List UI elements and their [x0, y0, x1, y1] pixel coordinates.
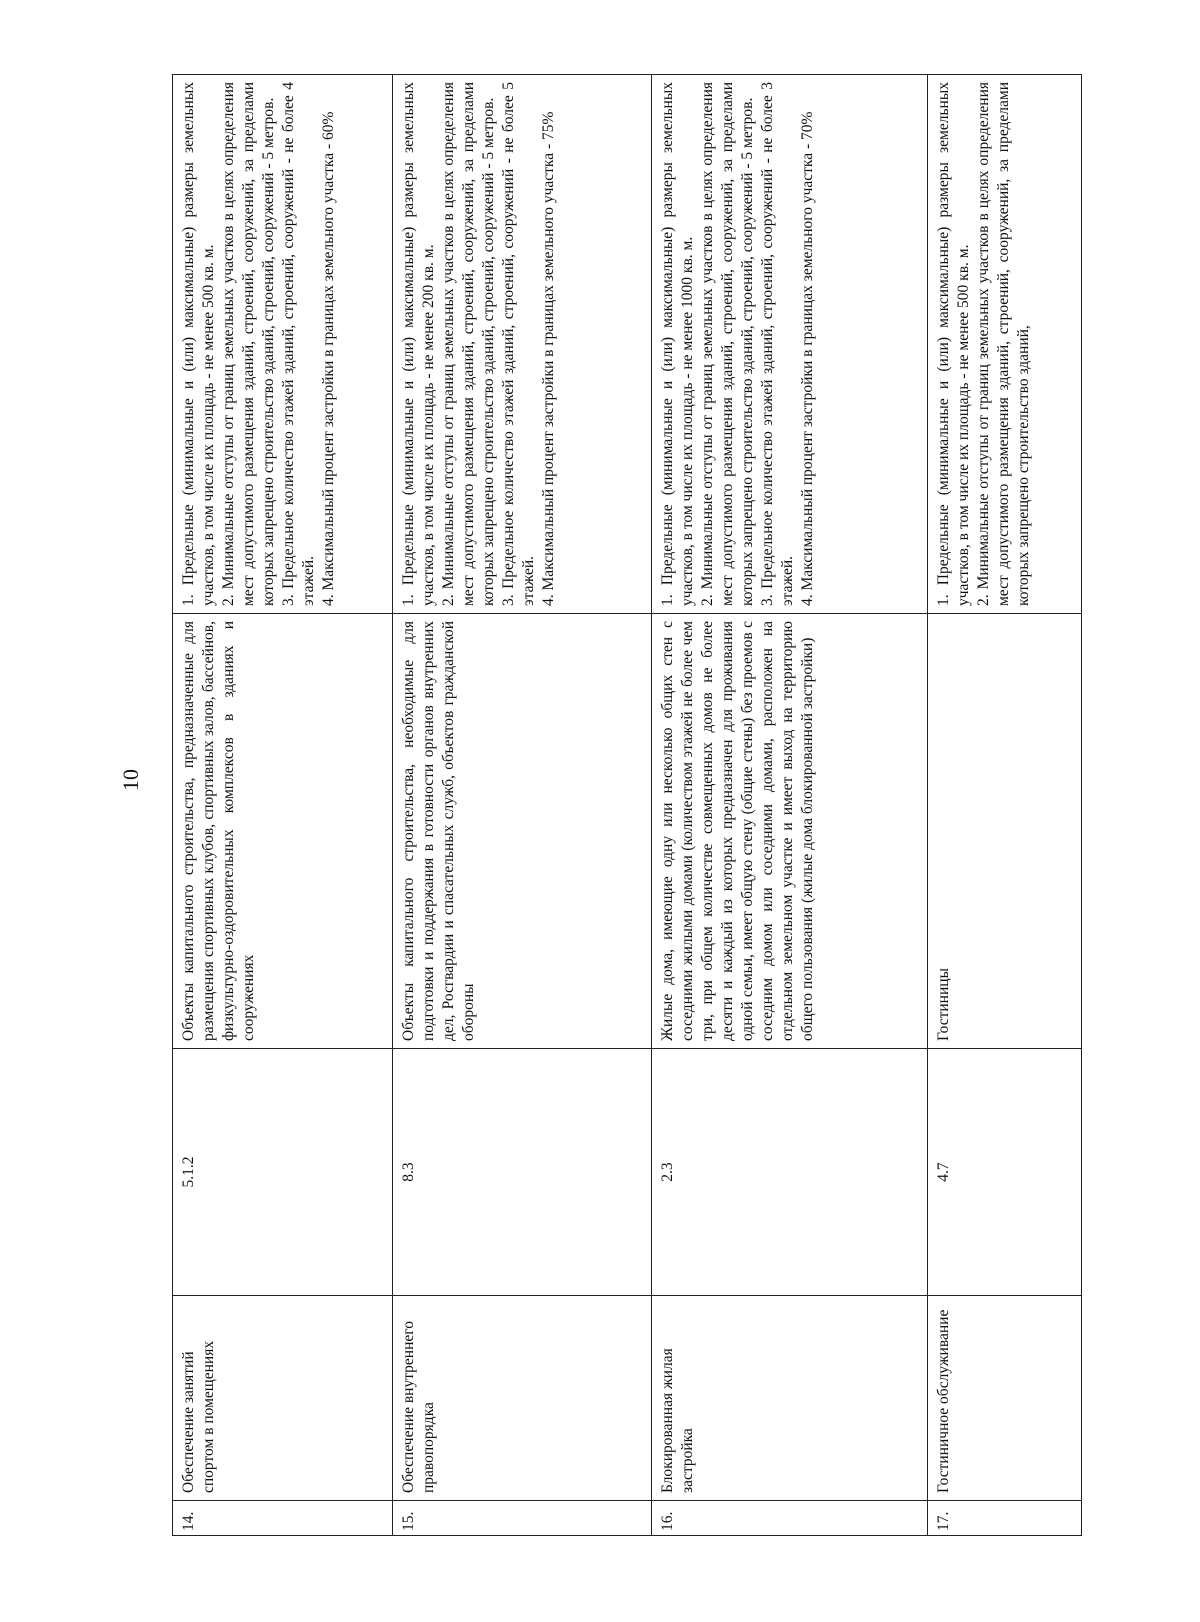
parameter-item: 2. Минимальные отступы от границ земельных участков в целях определения мест допустимого размещения зданий, строений, сооружений, за пределами которых запрещено строительство зданий, строений, сооружений - 5 метров. [699, 82, 757, 606]
use-type-description: Гостиницы [927, 614, 1081, 1049]
parameters-clip [934, 82, 1080, 606]
parameter-item: 4. Максимальный процент застройки в границах земельного участка - 60% [320, 111, 337, 606]
use-type-code: 4.7 [927, 1049, 1081, 1296]
use-type-name: Обеспечение занятий спортом в помещениях [173, 1296, 393, 1501]
parameters-cell [392, 75, 651, 614]
row-number: 17. [927, 1501, 1081, 1536]
table-row [392, 75, 651, 1536]
parameter-item: 3. Предельное количество этажей зданий, строений, сооружений - не более 4 этажей. [280, 82, 317, 606]
parameter-item: 4. Максимальный процент застройки в границах земельного участка - 70% [799, 111, 817, 606]
row-number: 14. [173, 1501, 393, 1536]
use-type-description: Объекты капитального строительства, предназначенные для размещения спортивных клубов, спортивных залов, бассейнов, физкультурно-оздоровительных комплексов в зданиях и сооружениях [173, 614, 393, 1049]
land-use-table [172, 74, 1082, 1536]
use-type-name: Блокированная жилая застройка [652, 1296, 927, 1501]
parameter-item: 4. Максимальный процент застройки в границах земельного участка - 75% [539, 111, 557, 606]
use-type-description: Объекты капитального строительства, необходимые для подготовки и поддержания в готовности органов внутренних дел, Росгвардии и спасательных служб, объектов гражданской обороны [392, 614, 651, 1049]
parameter-item: 2. Минимальные отступы от границ земельных участков в целях определения мест допустимого размещения зданий, строений, сооружений, за пределами которых запрещено строительство зданий, [974, 82, 1032, 606]
parameter-item: 3. Предельное количество этажей зданий, строений, сооружений - не более 3 этажей. [759, 82, 797, 606]
use-type-name: Гостиничное обслуживание [927, 1296, 1081, 1501]
use-type-code: 5.1.2 [173, 1049, 393, 1296]
use-type-code: 8.3 [392, 1049, 651, 1296]
parameters-cell [927, 75, 1081, 614]
use-type-description: Жилые дома, имеющие одну или несколько общих стен с соседними жилыми домами (количеством этажей не более чем три, при общем количестве совмещенных домов не более десяти и каждый из которых предназначен для проживания одной семьи, имеет общую стену (общие стены) без проемов с соседним домом или соседними домами, расположен на отдельном земельном участке и имеет выход на территорию общего пользования (жилые дома блокированной застройки) [652, 614, 927, 1049]
parameters-cell [652, 75, 927, 614]
parameter-item: 1. Предельные (минимальные и (или) максимальные) размеры земельных участков, в том числе их площадь - не менее 500 кв. м. [934, 82, 972, 606]
parameter-item: 2. Минимальные отступы от границ земельных участков в целях определения мест допустимого размещения зданий, строений, сооружений, за пределами которых запрещено строительство зданий, строений, сооружений - 5 метров. [439, 82, 497, 606]
table-row [652, 75, 927, 1536]
parameter-item: 1. Предельные (минимальные и (или) максимальные) размеры земельных участков, в том числе их площадь - не менее 200 кв. м. [399, 82, 437, 606]
row-number: 16. [652, 1501, 927, 1536]
parameter-item: 1. Предельные (минимальные и (или) максимальные) размеры земельных участков, в том числе их площадь - не менее 1000 кв. м. [659, 82, 697, 606]
table-row [927, 75, 1081, 1536]
row-number: 15. [392, 1501, 651, 1536]
page-number: 10 [118, 769, 143, 791]
rotated-table-container [172, 74, 1082, 1536]
parameter-item: 1. Предельные (минимальные и (или) максимальные) размеры земельных участков, в том числе их площадь - не менее 500 кв. м. [180, 82, 217, 606]
parameters-cell [173, 75, 393, 614]
parameter-item: 2. Минимальные отступы от границ земельных участков в целях определения мест допустимого размещения зданий, строений, сооружений, за пределами которых запрещено строительство зданий, строений, сооружений - 5 метров. [220, 82, 277, 606]
use-type-name: Обеспечение внутреннего правопорядка [392, 1296, 651, 1501]
table-row [173, 75, 393, 1536]
parameter-item: 3. Предельное количество этажей зданий, строений, сооружений - не более 5 этажей. [499, 82, 537, 606]
use-type-code: 2.3 [652, 1049, 927, 1296]
